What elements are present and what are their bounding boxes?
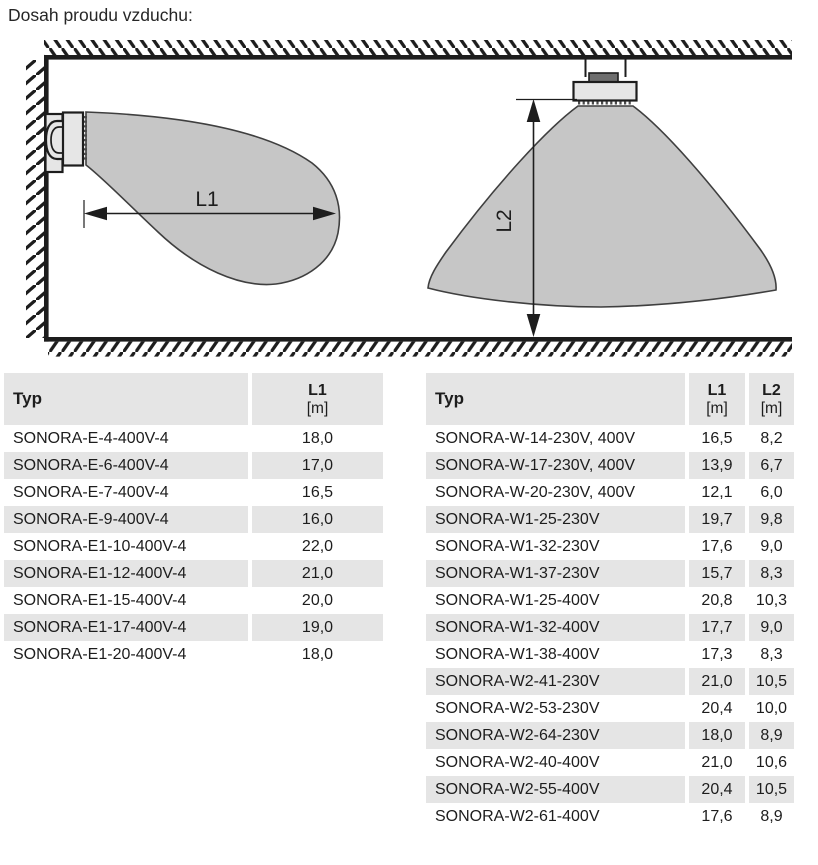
col-header-l2-unit: [m]: [760, 400, 783, 417]
value-cell: 6,0: [760, 483, 783, 501]
col-header-l1-name: L1: [308, 382, 327, 399]
value-cell: 21,0: [701, 753, 733, 771]
table-row: [4, 641, 383, 668]
value-cell: 18,0: [301, 645, 334, 663]
header-row: [426, 373, 794, 425]
table-row: [4, 452, 383, 479]
l2-label: L2: [493, 209, 516, 233]
vertical-airstream-shape: [428, 106, 776, 307]
table-row: [4, 506, 383, 533]
model-cell: SONORA-W2-53-230V: [435, 699, 600, 717]
model-cell: SONORA-E-9-400V-4: [4, 506, 248, 533]
table-row: [426, 506, 794, 533]
col-header-l1-unit: [m]: [306, 400, 329, 417]
model-cell: SONORA-W1-25-230V: [426, 506, 685, 533]
model-cell: SONORA-W2-55-400V: [426, 776, 685, 803]
value-cell: 10,3: [755, 591, 788, 609]
value-cell: 9,0: [749, 614, 794, 641]
ceiling-mounted-fan-unit: [574, 59, 637, 103]
value-cell: 12,1: [701, 483, 733, 501]
col-header-typ: Typ: [426, 373, 685, 425]
col-header-l1: [689, 373, 745, 425]
value-cell: 17,3: [701, 645, 733, 663]
table-row: [4, 479, 383, 506]
value-cell: 17,7: [689, 614, 745, 641]
table-row: [426, 587, 794, 614]
model-cell: SONORA-W2-40-400V: [435, 753, 600, 771]
value-cell: 19,7: [689, 506, 745, 533]
table-row: [426, 803, 794, 830]
floor: [44, 337, 792, 357]
model-cell: SONORA-W1-25-400V: [435, 591, 600, 609]
col-header-l2-name: L2: [762, 382, 781, 399]
table-row: [426, 425, 794, 452]
table-row: [426, 668, 794, 695]
model-cell: SONORA-E-7-400V-4: [13, 483, 169, 501]
l1-label: L1: [195, 188, 219, 211]
value-cell: 19,0: [252, 614, 383, 641]
wall-mounted-fan-unit: [46, 113, 86, 173]
model-cell: SONORA-E-4-400V-4: [13, 429, 169, 447]
value-cell: 8,2: [760, 429, 783, 447]
model-cell: SONORA-W2-41-230V: [426, 668, 685, 695]
header-row: [4, 373, 383, 425]
col-header-l1-unit: [m]: [706, 400, 728, 417]
model-cell: SONORA-E1-15-400V-4: [13, 591, 187, 609]
table-row: [4, 587, 383, 614]
col-header-l1: [252, 373, 383, 425]
table-row: [426, 722, 794, 749]
value-cell: 20,8: [701, 591, 733, 609]
ceiling: [44, 40, 792, 60]
value-cell: 22,0: [301, 537, 334, 555]
value-cell: 8,3: [749, 560, 794, 587]
value-cell: 9,8: [749, 506, 794, 533]
value-cell: 17,6: [701, 537, 733, 555]
value-cell: 15,7: [689, 560, 745, 587]
model-cell: SONORA-W-17-230V, 400V: [426, 452, 685, 479]
model-cell: SONORA-E-6-400V-4: [4, 452, 248, 479]
value-cell: 9,0: [760, 537, 783, 555]
model-cell: SONORA-W1-37-230V: [426, 560, 685, 587]
col-header-typ: Typ: [4, 373, 248, 425]
value-cell: 21,0: [689, 668, 745, 695]
value-cell: 20,4: [701, 699, 733, 717]
value-cell: 10,6: [755, 753, 788, 771]
value-cell: 6,7: [749, 452, 794, 479]
value-cell: 20,0: [301, 591, 334, 609]
value-cell: 16,5: [701, 429, 733, 447]
model-cell: SONORA-E1-10-400V-4: [13, 537, 187, 555]
table-row: [4, 614, 383, 641]
model-cell: SONORA-E1-17-400V-4: [4, 614, 248, 641]
table-row: [426, 479, 794, 506]
value-cell: 10,5: [749, 776, 794, 803]
model-cell: SONORA-E1-20-400V-4: [13, 645, 187, 663]
page-title: Dosah proudu vzduchu:: [8, 5, 193, 25]
value-cell: 21,0: [252, 560, 383, 587]
value-cell: 20,4: [689, 776, 745, 803]
value-cell: 17,6: [701, 807, 733, 825]
table-row: [4, 533, 383, 560]
table-row: [426, 749, 794, 776]
table-row: [426, 533, 794, 560]
table-row: [426, 776, 794, 803]
right-reach-table: [422, 373, 798, 830]
value-cell: 17,0: [252, 452, 383, 479]
value-cell: 10,0: [755, 699, 788, 717]
col-header-l2: [749, 373, 794, 425]
table-row: [426, 560, 794, 587]
table-row: [426, 614, 794, 641]
model-cell: SONORA-W-20-230V, 400V: [435, 483, 636, 501]
model-cell: SONORA-E1-12-400V-4: [4, 560, 248, 587]
value-cell: 13,9: [689, 452, 745, 479]
wall: [26, 55, 49, 342]
value-cell: 16,5: [301, 483, 334, 501]
col-header-l1-name: L1: [707, 382, 727, 399]
model-cell: SONORA-W-14-230V, 400V: [435, 429, 636, 447]
table-row: [426, 452, 794, 479]
model-cell: SONORA-W1-32-230V: [435, 537, 600, 555]
airflow-diagram: [0, 0, 818, 366]
table-row: [426, 641, 794, 668]
table-row: [426, 695, 794, 722]
value-cell: 8,9: [760, 807, 783, 825]
value-cell: 18,0: [689, 722, 745, 749]
model-cell: SONORA-W2-64-230V: [426, 722, 685, 749]
value-cell: 8,9: [749, 722, 794, 749]
table-row: [4, 425, 383, 452]
model-cell: SONORA-W2-61-400V: [435, 807, 600, 825]
value-cell: 8,3: [760, 645, 783, 663]
value-cell: 18,0: [301, 429, 334, 447]
value-cell: 10,5: [749, 668, 794, 695]
value-cell: 16,0: [252, 506, 383, 533]
table-row: [4, 560, 383, 587]
model-cell: SONORA-W1-32-400V: [426, 614, 685, 641]
model-cell: SONORA-W1-38-400V: [435, 645, 600, 663]
left-reach-table: [0, 373, 387, 668]
